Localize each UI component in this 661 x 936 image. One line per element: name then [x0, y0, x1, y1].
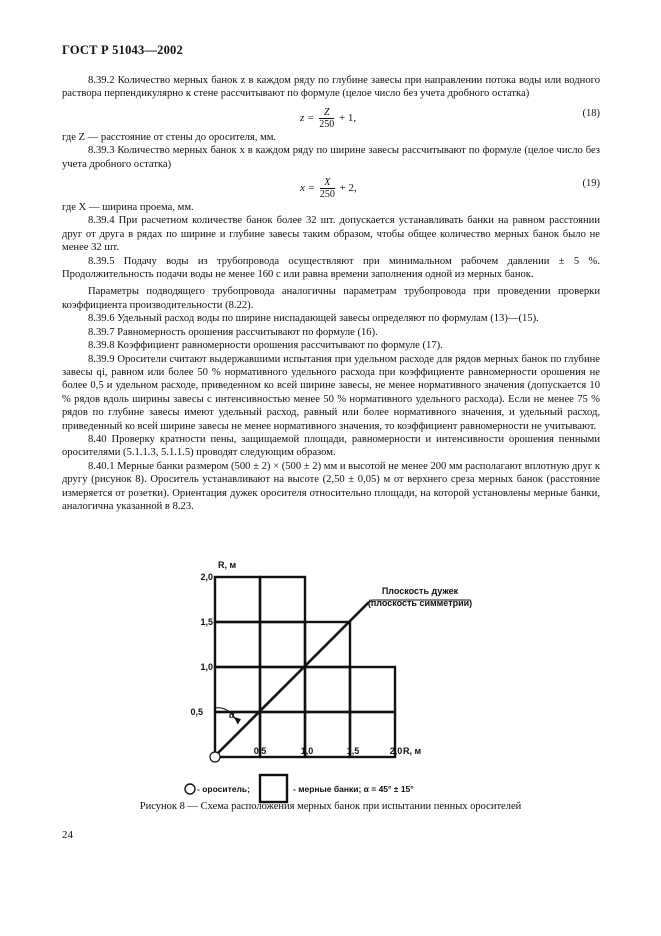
formula-18 — [62, 101, 600, 131]
y-tick-1-5: 1,5 — [200, 617, 213, 627]
y-axis-label: R, м — [218, 560, 237, 570]
formula-18-denominator: 250 — [319, 118, 335, 130]
formula-19-denominator: 250 — [319, 189, 335, 201]
formula-19-number: (19) — [582, 178, 600, 190]
angle-label: α — [229, 710, 235, 720]
legend-cans-text: - мерные банки; α = 45° ± 15° — [293, 784, 414, 794]
paragraph-8-39-6: 8.39.6 Удельный расход воды по ширине ниспадающей завесы определяют по формулам (13)—(15). — [88, 313, 539, 325]
formula-18-number: (18) — [582, 107, 600, 119]
can-row3 — [260, 622, 305, 667]
page-header: ГОСТ Р 51043—2002 — [62, 43, 183, 57]
can-row2 — [305, 667, 350, 712]
where-x: где X — ширина проема, мм. — [62, 202, 194, 214]
arc-label-line1: Плоскость дужек — [381, 586, 459, 596]
can-row1 — [260, 712, 305, 757]
legend-sprinkler-text: - ороситель; — [197, 784, 250, 794]
x-axis-label: R, м — [403, 746, 422, 756]
y-tick-1-0: 1,0 — [200, 662, 213, 672]
figure-caption: Рисунок 8 — Схема расположения мерных банок при испытании пенных оросителей — [139, 801, 522, 812]
paragraph-8-39-2: 8.39.2 Количество мерных банок z в каждом ряду по глубине завесы при направлении потока воды или водного раствора перпендикулярно к стене рассчитывают по формуле (целое число без учета дробного остатка) — [62, 75, 600, 100]
can-row2 — [215, 667, 260, 712]
page-number: 24 — [62, 829, 73, 841]
formula-19 — [62, 171, 600, 201]
formula-18-lhs: z = — [300, 111, 315, 124]
x-tick-2-0: 2,0 — [389, 746, 403, 756]
x-tick-0-5: 0,5 — [253, 746, 267, 756]
x-tick-1-0: 1,0 — [300, 746, 314, 756]
arc-label-line2: (плоскость симметрии) — [367, 598, 473, 608]
arc-plane-line — [218, 602, 369, 753]
formula-19-numerator: X — [320, 177, 335, 189]
figure-8-diagram — [150, 556, 530, 806]
where-z: где Z — расстояние от стены до оросителя, мм. — [62, 131, 277, 143]
document-body — [62, 74, 600, 513]
angle-arrowhead — [234, 717, 241, 724]
figure-legend — [185, 775, 414, 802]
sprinkler-icon — [210, 752, 220, 762]
formula-19-rhs: + 2, — [339, 182, 357, 195]
legend-can-icon — [260, 775, 287, 802]
paragraph-8-39-3: 8.39.3 Количество мерных банок x в каждом ряду по ширине завесы рассчитывают по формуле (целое число без учета дробного остатка) — [62, 145, 600, 170]
paragraph-8-39-5: 8.39.5 Подачу воды из трубопровода осуществляют при минимальном рабочем давлении ± 5 %. Продолжительность подачи воды не менее 160 с или равна времени заполнения одной из мерных банок. — [62, 255, 600, 281]
paragraph-8-39-4: 8.39.4 При расчетном количестве банок более 32 шт. допускается устанавливать банки на равном расстоянии друг от друга в рядах по ширине и глубине завесы таким образом, чтобы общее количество мерных банок было не менее 32 шт. — [62, 215, 600, 254]
figure-8 — [150, 556, 530, 806]
formula-19-lhs: x = — [300, 182, 316, 195]
y-tick-2-0: 2,0 — [200, 572, 213, 582]
can-row3 — [215, 622, 260, 667]
can-row2 — [350, 667, 395, 712]
formula-18-numerator: Z — [319, 107, 334, 119]
paragraph-8-40: 8.40 Проверку кратности пены, защищаемой площади, равномерности и интенсивности орошения пенными оросителями (5.1.1.3, 5.1.1.5) проводят следующим образом. — [62, 433, 600, 459]
paragraph-8-39-8: 8.39.8 Коэффициент равномерности орошения рассчитывают по формуле (17). — [88, 340, 443, 352]
formula-18-rhs: + 1, — [338, 111, 357, 124]
paragraph-8-40-1: 8.40.1 Мерные банки размером (500 ± 2) × (500 ± 2) мм и высотой не менее 200 мм располагают вплотную друг к другу (рисунок 8). Ороситель устанавливают на высоте (2,50 ± 0,05) м от верхнего среза мерных банок (расстояние измеряется от розетки). Ориентация дужек оросителя относительно площади, на которой установлены мерные банки, аналогична указанной в 8.23. — [62, 460, 600, 512]
formula-18-fraction — [319, 107, 334, 130]
paragraph-8-39-9: 8.39.9 Оросители считают выдержавшими испытания при удельном расходе для рядов мерных банок по глубине завесы qi, равном или более 50 % нормативного удельного расхода при коэффициенте равномерности орошения не более 0,5 и удельном расходе, приведенном ко всей ширине завесы, не менее нормативного значения (допускается 10 % рядов вдоль ширины завесы с интенсивностью менее 50 % нормативного удельного расхода). Если не менее 75 % рядов по глубине завесы имеют удельный расход, равный или более нормативного значения, и удельный расход, приведенный ко всей ширине завесы не менее нормативного значения, то коэффициент равномерности не учитывают. — [62, 353, 600, 432]
paragraph-8-39-7: 8.39.7 Равномерность орошения рассчитывают по формуле (16). — [88, 326, 378, 338]
can-row4 — [260, 577, 305, 622]
paragraph-params: Параметры подводящего трубопровода аналогичны параметрам трубопровода при проведении проверки коэффициента производительности (8.22). — [62, 286, 600, 311]
can-row4 — [215, 577, 260, 622]
formula-19-fraction — [320, 177, 335, 200]
legend-sprinkler-icon — [185, 784, 195, 794]
y-tick-0-5: 0,5 — [190, 707, 203, 717]
x-tick-1-5: 1,5 — [346, 746, 360, 756]
